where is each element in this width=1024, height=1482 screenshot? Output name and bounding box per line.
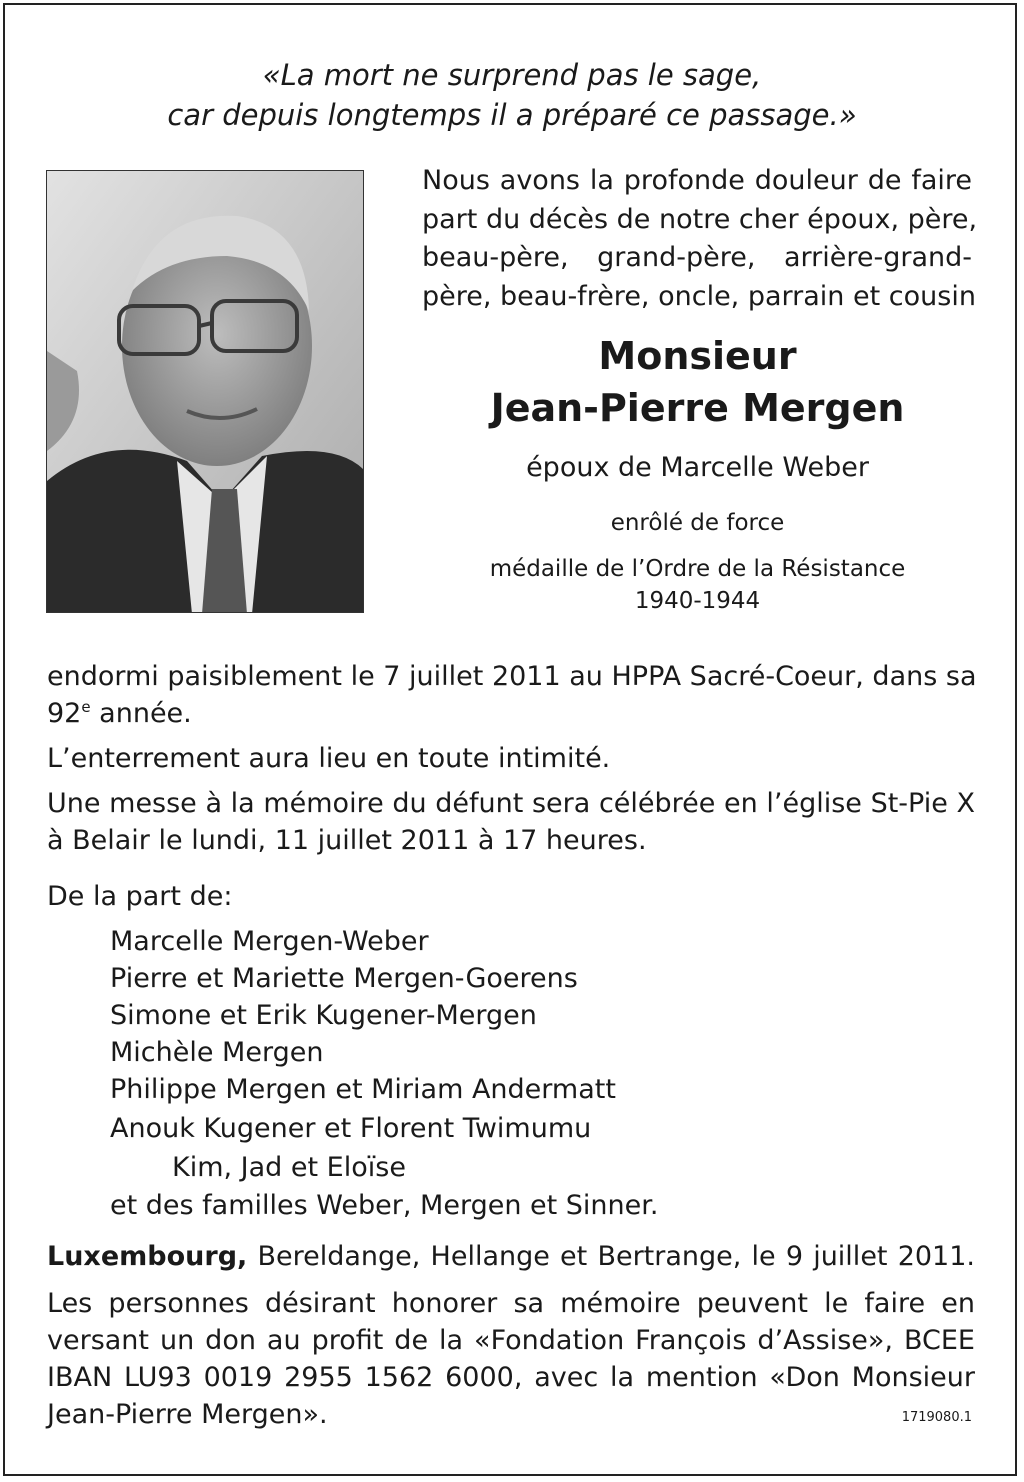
epigraph-quote xyxy=(0,55,1024,135)
family-member: Marcelle Mergen-Weber xyxy=(110,926,429,957)
age-suffix: année. xyxy=(90,698,192,729)
deceased-name: Jean-Pierre Mergen xyxy=(490,386,905,430)
years-line: 1940-1944 xyxy=(634,588,761,614)
death-line: endormi paisiblement le 7 juillet 2011 au HPPA Sacré-Coeur, dans sa xyxy=(47,661,977,692)
portrait-photo xyxy=(46,170,364,613)
family-member: et des familles Weber, Mergen et Sinner. xyxy=(110,1190,659,1221)
reference-number: 1719080.1 xyxy=(901,1410,972,1425)
place-date-line xyxy=(47,1238,975,1275)
medal-line: médaille de l’Ordre de la Résistance xyxy=(489,556,906,582)
quote-line: car depuis longtemps il a préparé ce passage.» xyxy=(167,98,857,132)
family-member: Pierre et Mariette Mergen-Goerens xyxy=(110,963,578,994)
donation-line: Les personnes désirant honorer sa mémoire peuvent le faire en xyxy=(47,1288,975,1319)
mass-line: Une messe à la mémoire du défunt sera célébrée en l’église St-Pie X xyxy=(47,788,975,819)
family-member: Anouk Kugener et Florent Twimumu xyxy=(110,1113,592,1144)
announcement-line: père, beau-frère, oncle, parrain et cousin xyxy=(422,280,976,312)
family-member: Simone et Erik Kugener-Mergen xyxy=(110,1000,537,1031)
place-rest: Bereldange, Hellange et Bertrange, le 9 juillet 2011. xyxy=(247,1241,975,1272)
donation-line: versant un don au profit de la «Fondation François d’Assise», BCEE xyxy=(47,1325,975,1356)
age-superscript: e xyxy=(81,698,91,716)
from-label: De la part de: xyxy=(47,881,233,912)
announcement-text xyxy=(422,162,978,316)
announcement-line: beau-père, grand-père, arrière-grand- xyxy=(422,242,972,273)
announcement-line: part du décès de notre cher époux, père, xyxy=(422,203,978,235)
age-line xyxy=(47,695,975,732)
announcement-line: Nous avons la profonde douleur de faire xyxy=(422,165,972,196)
burial-line: L’enterrement aura lieu en toute intimité. xyxy=(47,743,611,774)
family-member: Kim, Jad et Eloïse xyxy=(172,1152,406,1183)
place-city: Luxembourg, xyxy=(47,1241,248,1272)
donation-line: Jean-Pierre Mergen». xyxy=(47,1399,328,1430)
donation-line: IBAN LU93 0019 2955 1562 6000, avec la mention «Don Monsieur xyxy=(47,1362,975,1393)
deceased-title: Monsieur xyxy=(598,334,797,378)
spouse-line: époux de Marcelle Weber xyxy=(526,452,869,483)
quote-line: «La mort ne surprend pas le sage, xyxy=(262,58,762,92)
family-member: Michèle Mergen xyxy=(110,1037,324,1068)
age-number: 92 xyxy=(47,698,82,729)
mass-line: à Belair le lundi, 11 juillet 2011 à 17 heures. xyxy=(47,825,647,856)
portrait-photo-image xyxy=(47,171,364,613)
honor-line: enrôlé de force xyxy=(610,510,785,536)
family-member: Philippe Mergen et Miriam Andermatt xyxy=(110,1074,616,1105)
